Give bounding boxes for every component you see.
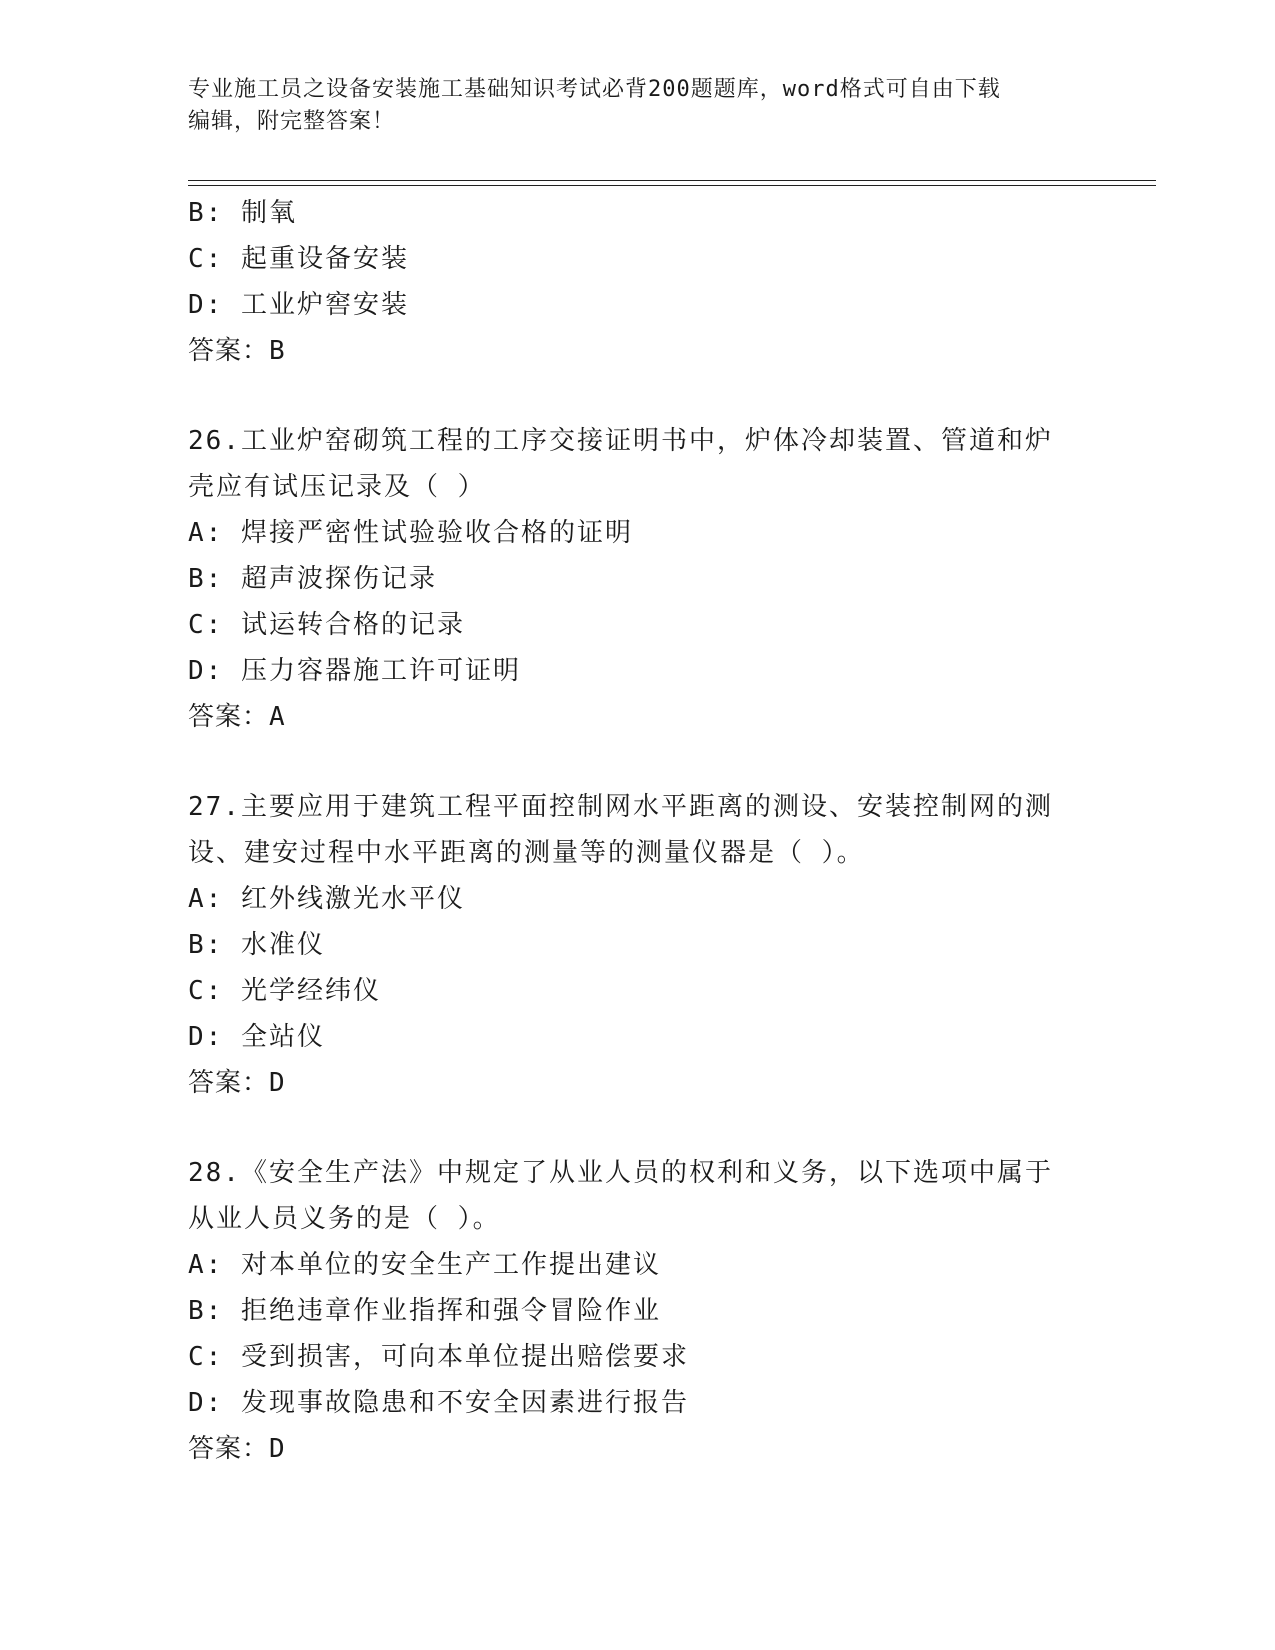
answer: 答案：D	[188, 1434, 286, 1464]
answer: 答案：D	[188, 1068, 286, 1098]
question-25-tail	[188, 190, 1088, 374]
option-d: D: 发现事故隐患和不安全因素进行报告	[188, 1388, 689, 1418]
option-b: B: 拒绝违章作业指挥和强令冒险作业	[188, 1296, 661, 1326]
question-text-line-2: 从业人员义务的是（ ）。	[188, 1204, 501, 1234]
option-c: C: 试运转合格的记录	[188, 610, 465, 640]
option-d: D: 工业炉窖安装	[188, 290, 409, 320]
option-c: C: 受到损害，可向本单位提出赔偿要求	[188, 1342, 689, 1372]
option-d: D: 压力容器施工许可证明	[188, 656, 521, 686]
option-b: B: 水准仪	[188, 930, 325, 960]
option-c: C: 起重设备安装	[188, 244, 409, 274]
question-28	[188, 1150, 1088, 1472]
question-text-line-2: 壳应有试压记录及（ ）	[188, 472, 486, 502]
question-26	[188, 418, 1088, 740]
question-27	[188, 784, 1088, 1106]
question-text-line-1: 27.主要应用于建筑工程平面控制网水平距离的测设、安装控制网的测	[188, 792, 1053, 822]
header-line-2: 编辑，附完整答案！	[188, 109, 396, 134]
option-d: D: 全站仪	[188, 1022, 325, 1052]
header-divider-bottom	[188, 185, 1156, 186]
answer: 答案：B	[188, 336, 286, 366]
option-a: A: 焊接严密性试验验收合格的证明	[188, 518, 633, 548]
document-body	[188, 190, 1088, 1472]
option-b: B: 制氧	[188, 198, 297, 228]
document-header	[188, 74, 1088, 138]
option-b: B: 超声波探伤记录	[188, 564, 437, 594]
question-text-line-1: 26.工业炉窑砌筑工程的工序交接证明书中，炉体冷却装置、管道和炉	[188, 426, 1053, 456]
option-a: A: 对本单位的安全生产工作提出建议	[188, 1250, 661, 1280]
answer: 答案：A	[188, 702, 286, 732]
option-a: A: 红外线激光水平仪	[188, 884, 465, 914]
header-divider-top	[188, 180, 1156, 181]
header-line-1: 专业施工员之设备安装施工基础知识考试必背200题题库，word格式可自由下载	[188, 77, 1001, 102]
option-c: C: 光学经纬仪	[188, 976, 381, 1006]
question-text-line-1: 28.《安全生产法》中规定了从业人员的权利和义务，以下选项中属于	[188, 1158, 1053, 1188]
question-text-line-2: 设、建安过程中水平距离的测量等的测量仪器是（ ）。	[188, 838, 865, 868]
